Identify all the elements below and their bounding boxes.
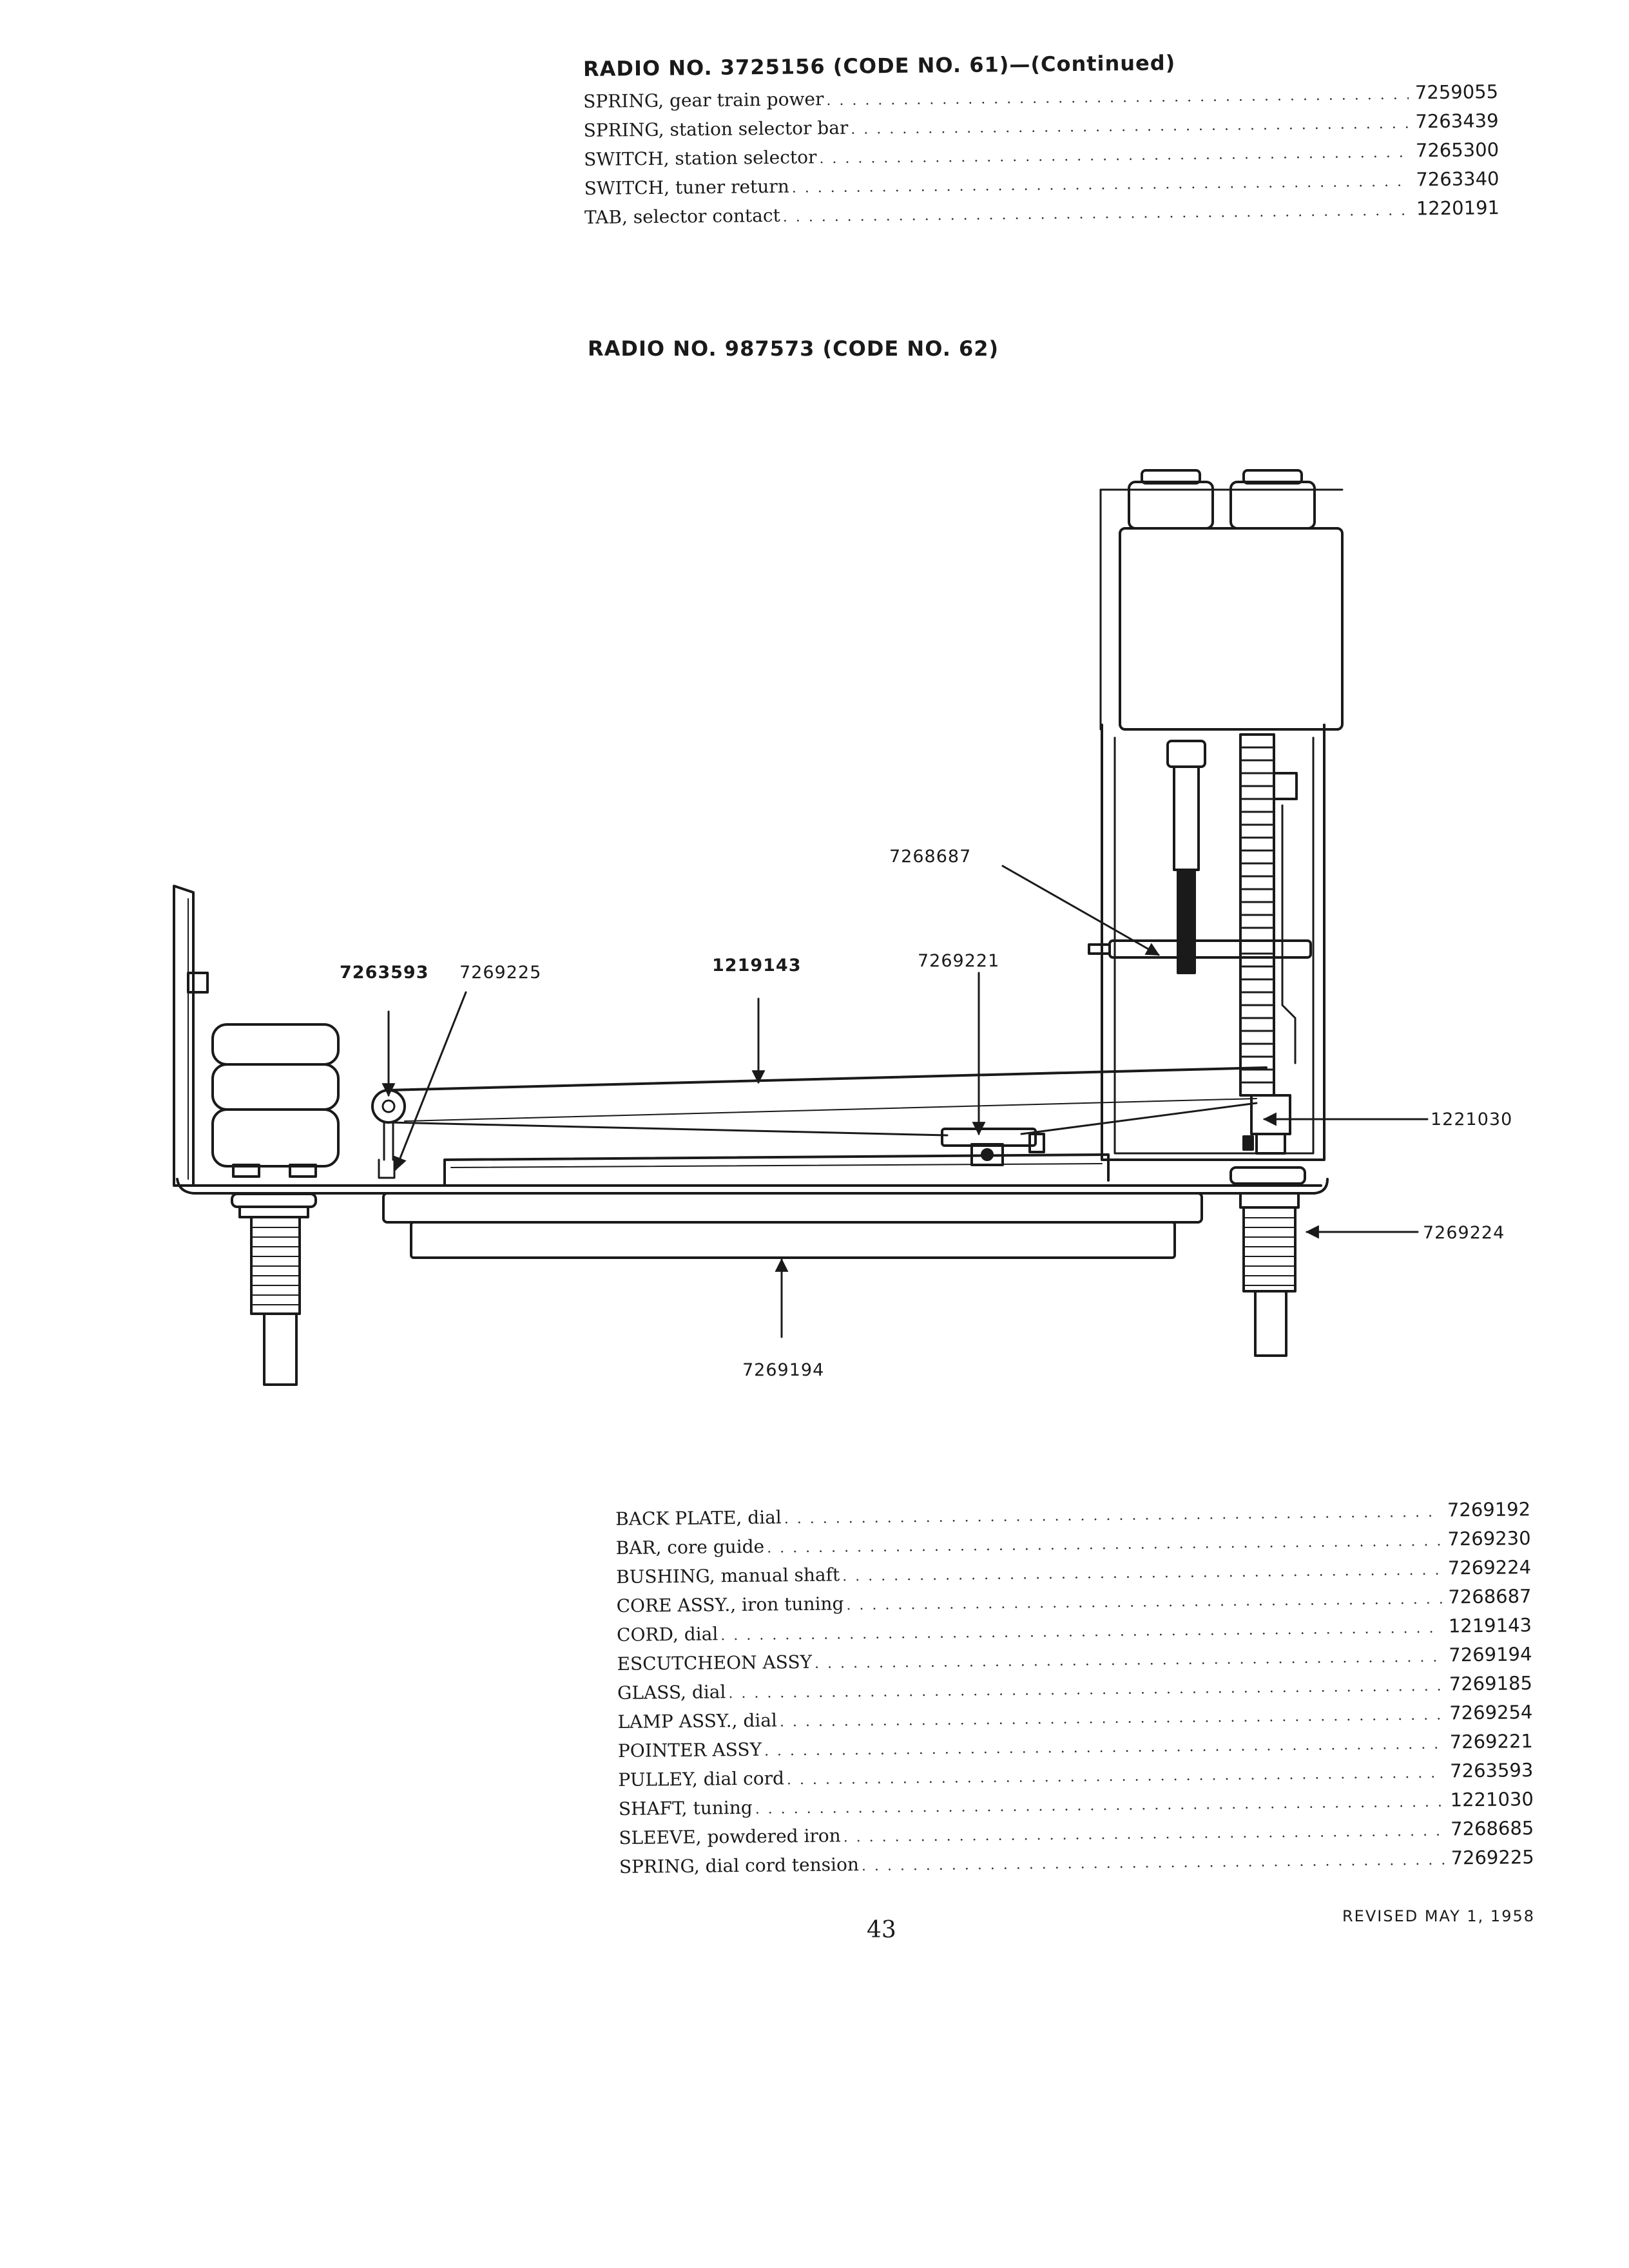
callout-core: 1219143 — [712, 956, 802, 975]
dot-leader — [815, 1649, 1443, 1672]
part-number: 7269254 — [1449, 1701, 1533, 1724]
part-number: 7269221 — [1449, 1730, 1534, 1753]
dot-leader — [842, 1562, 1441, 1585]
part-name: GLASS, dial — [617, 1681, 726, 1704]
part-name: LAMP ASSY., dial — [617, 1709, 778, 1733]
callout-shaft: 7269224 — [1423, 1223, 1505, 1243]
part-name: BACK PLATE, dial — [615, 1506, 782, 1530]
part-name: TAB, selector contact — [584, 204, 780, 228]
part-name: ESCUTCHEON ASSY — [617, 1651, 813, 1675]
part-name: SHAFT, tuning — [618, 1796, 753, 1820]
dot-leader — [780, 1707, 1443, 1731]
section-title-radio-3725156: RADIO NO. 3725156 (CODE NO. 61)—(Continued) — [583, 50, 1176, 81]
part-number: 7259055 — [1414, 81, 1499, 104]
part-number: 7269192 — [1447, 1498, 1531, 1521]
section-title-radio-987573: RADIO NO. 987573 (CODE NO. 62) — [588, 336, 999, 361]
part-number: 1220191 — [1416, 197, 1500, 220]
left-panel — [174, 886, 338, 1186]
page-number: 43 — [867, 1917, 896, 1943]
revision-date: REVISED MAY 1, 1958 — [1342, 1907, 1535, 1925]
part-number: 7265300 — [1415, 139, 1499, 162]
callout-bushing: 7268687 — [889, 847, 972, 867]
part-number: 7269185 — [1449, 1672, 1533, 1695]
part-name: PULLEY, dial cord — [618, 1767, 785, 1791]
tuner-unit — [1089, 470, 1342, 1160]
dot-leader — [764, 1736, 1443, 1760]
part-name: CORD, dial — [616, 1623, 718, 1646]
callout-pulley: 7263593 — [340, 963, 429, 983]
dot-leader — [862, 1852, 1445, 1874]
callout-sleeve: 1221030 — [1431, 1110, 1513, 1129]
dot-leader — [784, 1504, 1441, 1528]
part-number: 7269224 — [1447, 1556, 1532, 1579]
pointer-assembly — [942, 1129, 1044, 1165]
callout-spring: 7269225 — [459, 963, 542, 983]
dot-leader — [720, 1620, 1442, 1644]
part-number: 7268685 — [1450, 1817, 1534, 1840]
part-number: 7269230 — [1447, 1527, 1531, 1550]
part-name: POINTER ASSY — [617, 1738, 762, 1762]
parts-list-radio-987573 — [615, 1498, 1534, 1885]
dot-leader — [755, 1794, 1444, 1818]
part-number: 1221030 — [1450, 1788, 1534, 1811]
part-name: SLEEVE, powdered iron — [619, 1825, 841, 1849]
part-name: BUSHING, manual shaft — [615, 1564, 840, 1588]
part-number: 7269194 — [1449, 1643, 1532, 1666]
part-name: SPRING, gear train power — [583, 88, 824, 112]
dot-leader — [846, 1591, 1441, 1614]
part-number: 1219143 — [1448, 1614, 1532, 1637]
part-number: 7263340 — [1416, 168, 1499, 191]
part-number: 7263439 — [1415, 110, 1499, 133]
dial-cord — [372, 1068, 1266, 1178]
part-number: 7268687 — [1448, 1585, 1532, 1608]
left-shaft — [232, 1194, 316, 1385]
chassis — [177, 1155, 1327, 1258]
part-name: CORE ASSY., iron tuning — [616, 1593, 844, 1617]
dot-leader — [843, 1823, 1445, 1846]
dot-leader — [767, 1533, 1441, 1557]
part-name: SWITCH, station selector — [583, 146, 817, 170]
dot-leader — [728, 1678, 1443, 1702]
part-name: SPRING, station selector bar — [583, 117, 849, 141]
dot-leader — [787, 1765, 1444, 1789]
right-shaft — [1231, 1168, 1305, 1356]
callout-pointer: 7269221 — [918, 951, 1000, 971]
part-name: SPRING, dial cord tension — [619, 1854, 860, 1878]
part-number: 7263593 — [1450, 1759, 1534, 1782]
part-number: 7269225 — [1451, 1846, 1534, 1869]
part-name: SWITCH, tuner return — [584, 175, 789, 199]
callout-escutcheon: 7269194 — [742, 1360, 825, 1380]
part-name: BAR, core guide — [615, 1535, 765, 1559]
